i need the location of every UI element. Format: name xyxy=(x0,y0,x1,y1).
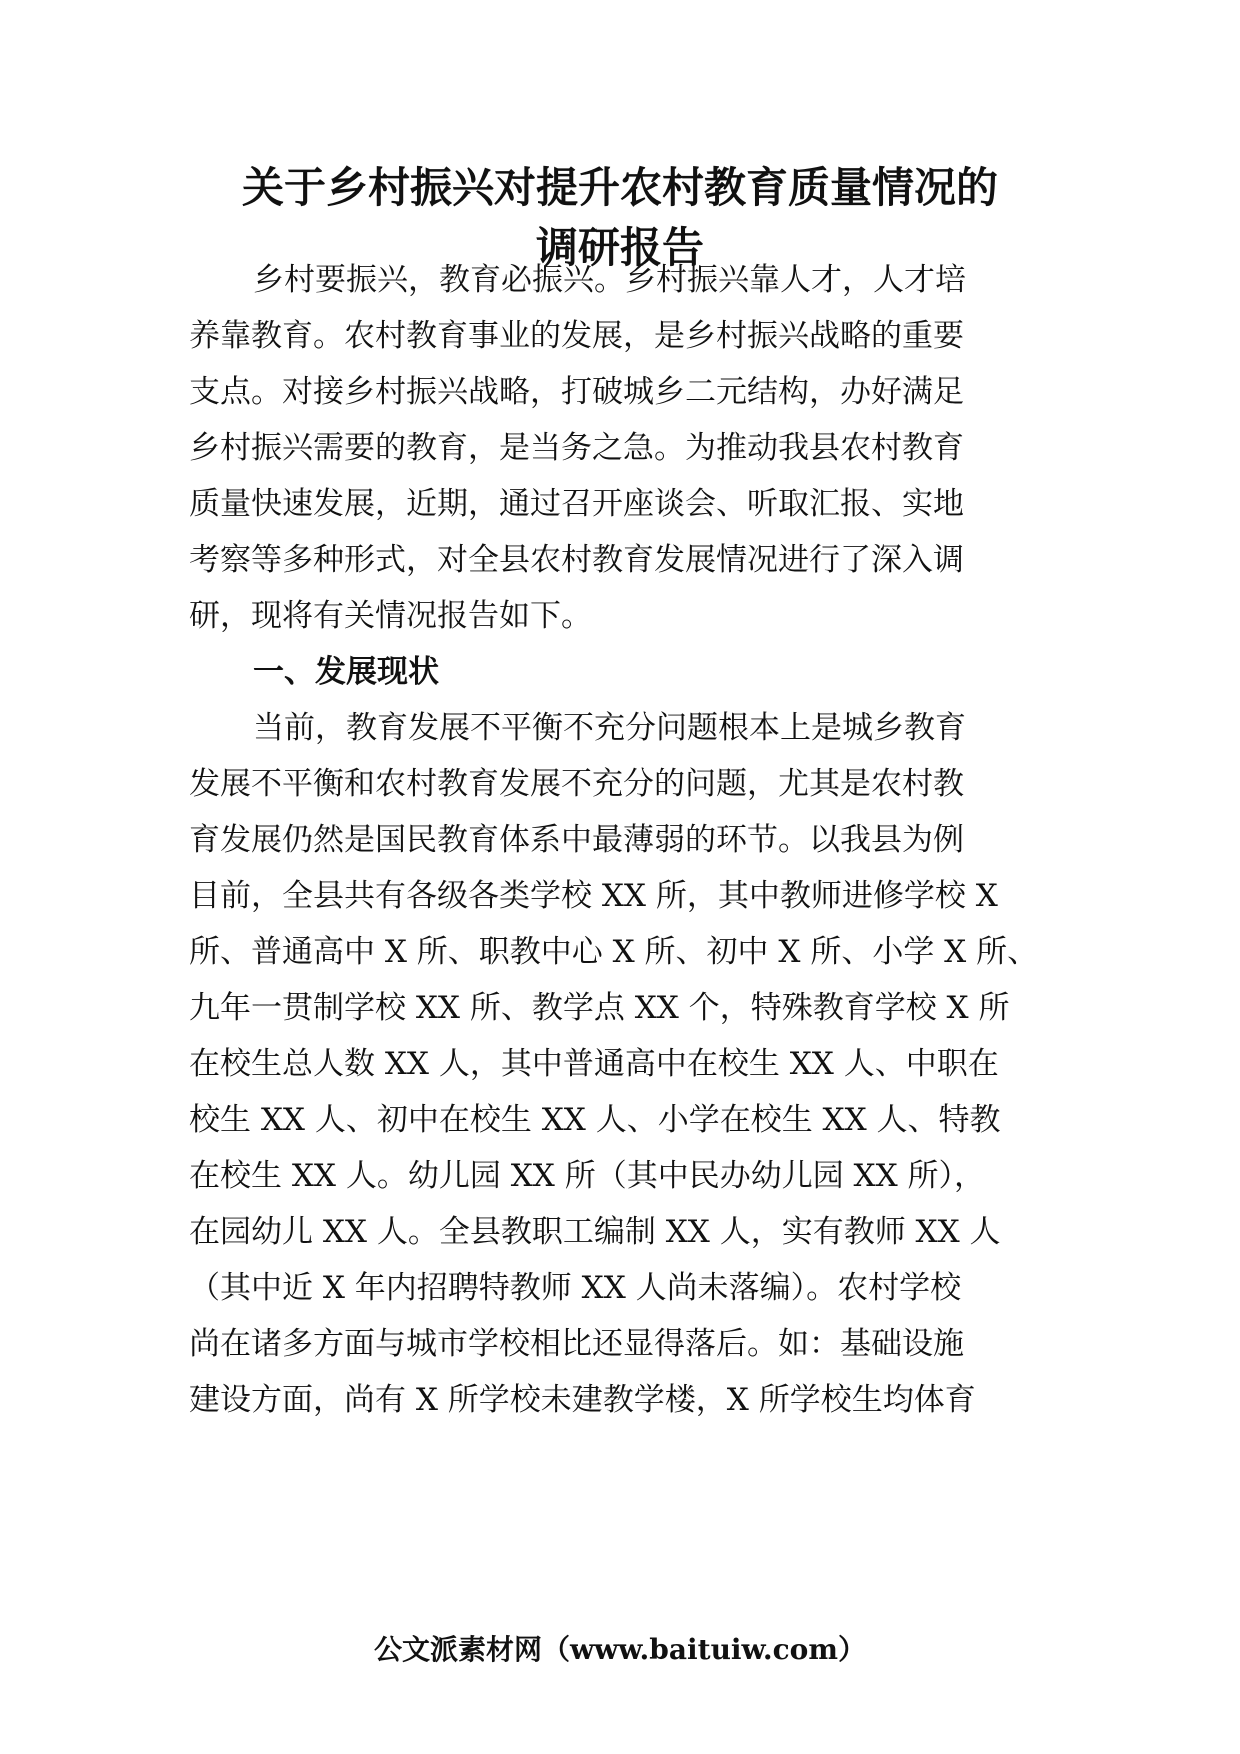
paragraph-line: 当前，教育发展不平衡不充分问题根本上是城乡教育 xyxy=(253,710,966,746)
paragraph-line: 校生 XX 人、初中在校生 XX 人、小学在校生 XX 人、特教 xyxy=(189,1102,1001,1138)
paragraph-line: 在校生总人数 XX 人，其中普通高中在校生 XX 人、中职在 xyxy=(189,1046,999,1082)
paragraph-line: 九年一贯制学校 XX 所、教学点 XX 个，特殊教育学校 X 所 xyxy=(189,990,1010,1026)
paragraph-line: 考察等多种形式，对全县农村教育发展情况进行了深入调 xyxy=(189,542,964,578)
paragraph-line: 在校生 XX 人。幼儿园 XX 所（其中民办幼儿园 XX 所）， xyxy=(189,1158,986,1194)
paragraph-line: 育发展仍然是国民教育体系中最薄弱的环节。以我县为例 xyxy=(189,822,964,858)
paragraph-line: 所、普通高中 X 所、职教中心 X 所、初中 X 所、小学 X 所、 xyxy=(189,934,1039,970)
paragraph-line: 研，现将有关情况报告如下。 xyxy=(189,598,592,634)
paragraph-line: 在园幼儿 XX 人。全县教职工编制 XX 人，实有教师 XX 人 xyxy=(189,1214,1001,1250)
footer-source: 公文派素材网（www.baituiw.com） xyxy=(374,1633,866,1666)
document-title-line-1: 关于乡村振兴对提升农村教育质量情况的 xyxy=(241,163,998,212)
paragraph-line: 乡村要振兴，教育必振兴。乡村振兴靠人才，人才培 xyxy=(253,262,966,298)
paragraph-line: 乡村振兴需要的教育，是当务之急。为推动我县农村教育 xyxy=(189,430,964,466)
paragraph-line: 目前，全县共有各级各类学校 XX 所，其中教师进修学校 X xyxy=(189,878,998,914)
paragraph-line: 质量快速发展，近期，通过召开座谈会、听取汇报、实地 xyxy=(189,486,964,522)
paragraph-line: 养靠教育。农村教育事业的发展，是乡村振兴战略的重要 xyxy=(189,318,964,354)
document-title-line-2: 调研报告 xyxy=(535,223,704,272)
section-heading: 一、发展现状 xyxy=(253,654,439,690)
paragraph-line: （其中近 X 年内招聘特教师 XX 人尚未落编）。农村学校 xyxy=(189,1270,962,1306)
paragraph-line: 支点。对接乡村振兴战略，打破城乡二元结构，办好满足 xyxy=(189,374,964,410)
paragraph-line: 发展不平衡和农村教育发展不充分的问题，尤其是农村教 xyxy=(189,766,964,802)
paragraph-line: 尚在诸多方面与城市学校相比还显得落后。如：基础设施 xyxy=(189,1326,964,1362)
paragraph-line: 建设方面，尚有 X 所学校未建教学楼，X 所学校生均体育 xyxy=(189,1382,976,1418)
